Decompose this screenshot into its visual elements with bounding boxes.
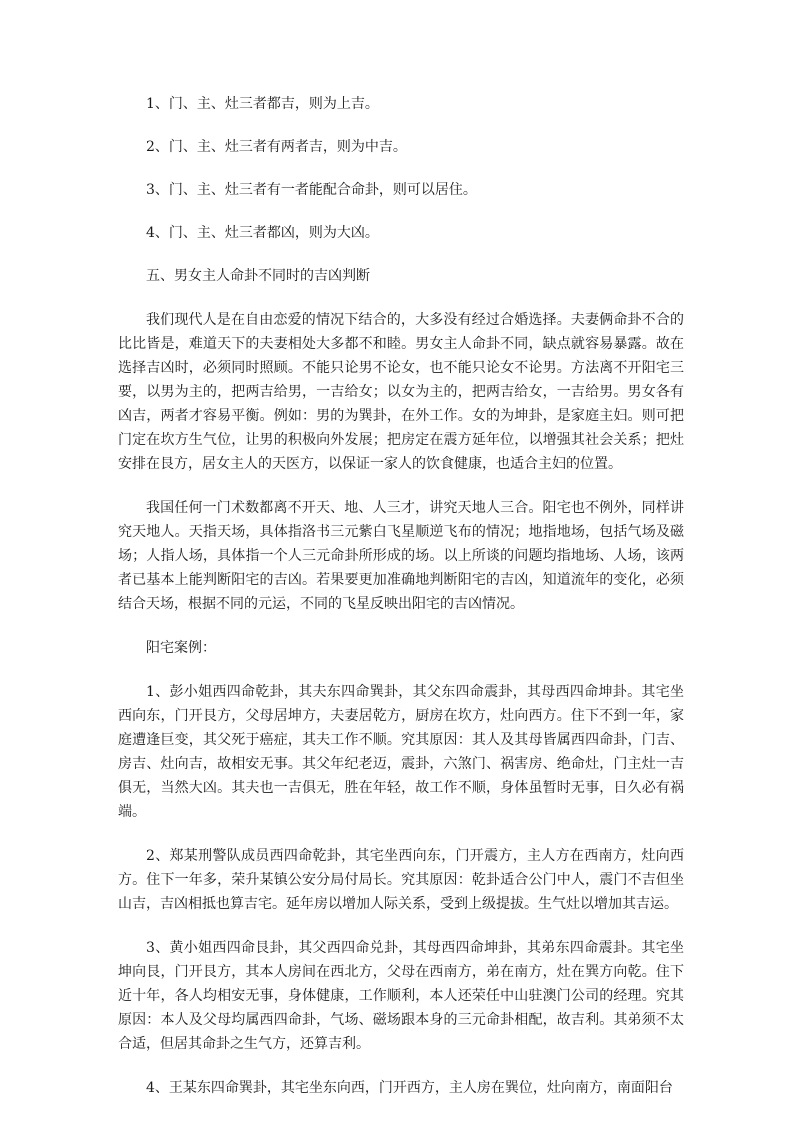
- paragraph-2: 我国任何一门术数都离不开天、地、人三才，讲究天地人三合。阳宅也不例外，同样讲究天地人。天指天场，具体指洛书三元紫白飞星顺逆飞布的情况；地指地场，包括气场及磁场；人指人场，具体指一个人三元命卦所形成的场。以上所谈的问题均指地场、人场，该两者已基本上能判断阳宅的吉凶。若果要更加准确地判断阳宅的吉凶，知道流年的变化，必须结合天场，根据不同的元运，不同的飞星反映出阳宅的吉凶情况。: [118, 500, 684, 612]
- list-item-3: 3、门、主、灶三者有一者能配合命卦，则可以居住。: [146, 182, 477, 198]
- case-3: 3、黄小姐西四命艮卦，其父西四命兑卦，其母西四命坤卦，其弟东四命震卦。其宅坐坤向艮，门开艮方，其本人房间在西北方，父母在西南方，弟在南方，灶在巽方向乾。住下近十年，各人均相安无事，身体健康，工作顺利，本人还荣任中山驻澳门公司的经理。究其原因：本人及父母均属西四命卦，气场、磁场跟本身的三元命卦相配，故吉利。其弟须不太合适，但居其命卦之生气方，还算吉利。: [118, 940, 684, 1052]
- paragraph-1: 我们现代人是在自由恋爱的情况下结合的，大多没有经过合婚选择。夫妻俩命卦不合的比比皆是，难道天下的夫妻相处大多都不和睦。男女主人命卦不同，缺点就容易暴露。故在选择吉凶时，必须同时照顾。不能只论男不论女，也不能只论女不论男。方法离不开阳宅三要，以男为主的，把两吉给男，一吉给女；以女为主的，把两吉给女，一吉给男。男女各有凶吉，两者才容易平衡。例如：男的为巽卦，在外工作。女的为坤卦，是家庭主妇。则可把门定在坎方生气位，让男的积极向外发展；把房定在震方延年位，以增强其社会关系；把灶安排在艮方，居女主人的天医方，以保证一家人的饮食健康，也适合主妇的位置。: [118, 312, 684, 472]
- document-body: [118, 92, 684, 1100]
- list-item-1: 1、门、主、灶三者都吉，则为上吉。: [146, 96, 379, 112]
- case-4: 4、王某东四命巽卦，其宅坐东向西，门开西方，主人房在巽位，灶向南方，南面阳台: [146, 1080, 673, 1096]
- case-heading: 阳宅案例：: [146, 640, 216, 656]
- list-item-4: 4、门、主、灶三者都凶，则为大凶。: [146, 225, 379, 241]
- case-2: 2、郑某刑警队成员西四命乾卦，其宅坐西向东，门开震方，主人方在西南方，灶向西方。住下一年多，荣升某镇公安分局付局长。究其原因：乾卦适合公门中人，震门不吉但坐山吉，吉凶相抵也算吉宅。延年房以增加人际关系，受到上级提拔。生气灶以增加其吉运。: [118, 848, 684, 912]
- section-heading: 五、男女主人命卦不同时的吉凶判断: [146, 268, 370, 284]
- list-item-2: 2、门、主、灶三者有两者吉，则为中吉。: [146, 139, 407, 155]
- case-1: 1、彭小姐西四命乾卦，其夫东四命巽卦，其父东四命震卦，其母西四命坤卦。其宅坐西向东，门开艮方，父母居坤方，夫妻居乾方，厨房在坎方，灶向西方。住下不到一年，家庭遭逢巨变，其父死于癌症，其夫工作不顺。究其原因：其人及其母皆属西四命卦，门吉、房吉、灶向吉，故相安无事。其父年纪老迈，震卦，六煞门、祸害房、绝命灶，门主灶一吉俱无，当然大凶。其夫也一吉俱无，胜在年轻，故工作不顺，身体虽暂时无事，日久必有祸端。: [118, 684, 684, 820]
